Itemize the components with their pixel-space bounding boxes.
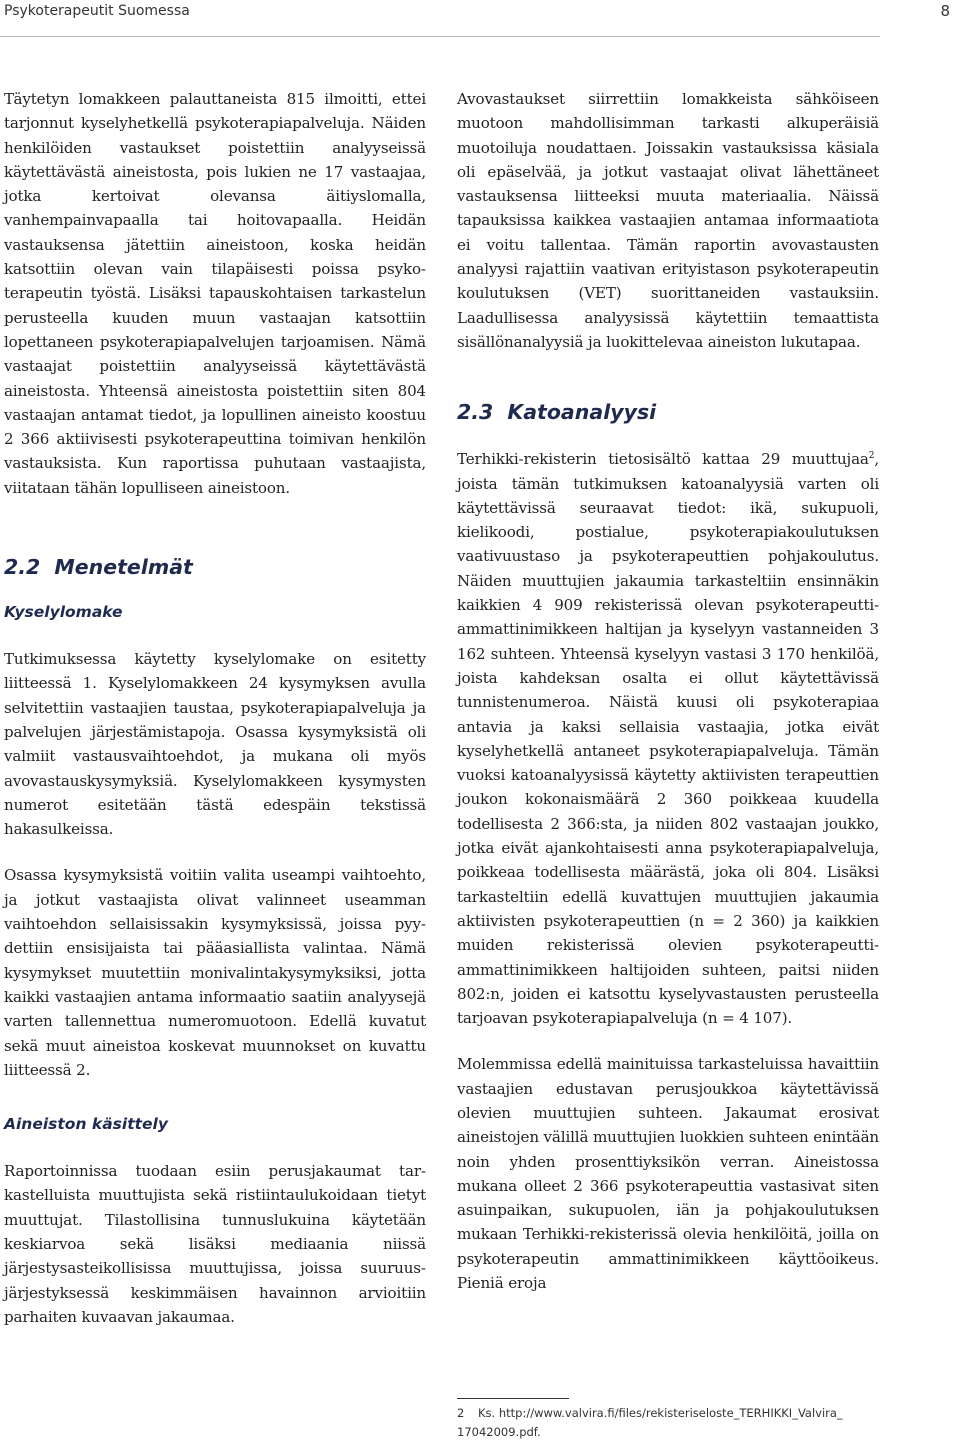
left-column	[4, 87, 426, 1329]
subheading-kyselylomake: Kyselylomake	[4, 603, 123, 622]
spacer	[4, 1136, 426, 1159]
section-title: Menetelmät	[54, 555, 193, 580]
section-heading-katoanalyysi	[457, 397, 879, 427]
paragraph-questionnaire: Tutkimuksessa käytetty kyselylomake on esitetty liitteessä 1. Kyselylomakkeen 24 kysymyksen avulla selvitettiin vastaajien taustaa, psykoterapiapalveluja ja palvelujen järjestämistapoja. Osassa kysymyksistä oli valmiit vastausvaihtoehdot, ja mukana oli myös avovastauskysymyksiä. Kyselylomakkeen kysymysten numerot esitetään tästä edespäin tekstissä hakasulkeissa.	[4, 650, 426, 839]
text-run: Terhikki-rekisterin tietosisältö kattaa 29 muuttujaa	[457, 450, 869, 469]
footnote-reference: 2	[868, 451, 875, 462]
page-header	[0, 0, 960, 38]
spacer	[457, 1030, 879, 1052]
spacer	[4, 582, 426, 600]
right-column	[457, 87, 879, 1295]
paragraph-representativeness: Molemmissa edellä mainituissa tarkasteluissa havaittiin vastaajien edustavan perusjoukkoa käytettävissä olevien muuttujien suhteen. Jakaumat erosivat aineistojen välillä muuttujien luokkien suhteen enintään noin yhden prosenttiyksikön verran. Aineistossa mukana olleet 2 366 psykoterapeuttia vastasivat siten asuinpaikan, sukupuolen, iän ja pohjakoulutuksen mukaan Terhikki-rekisterissä olevia henkilöitä, joilla on psykoterapeutin ammattinimikkeen käyttöoikeus. Pieniä eroja	[457, 1055, 879, 1293]
section-heading-menetelmat	[4, 552, 426, 582]
spacer	[4, 624, 426, 647]
section-number: 2.3	[457, 400, 494, 425]
section-number: 2.2	[4, 555, 41, 580]
spacer	[4, 1082, 426, 1112]
footnote-text: Ks. http://www.valvira.fi/files/rekisteriseloste_TERHIKKI_Valvira_ 17042009.pdf.	[457, 1406, 843, 1439]
paragraph-open-answers: Avovastaukset siirrettiin lomakkeista sähköiseen muotoon mahdollisimman tarkasti alkuperäisiä muotoiluja noudattaen. Joissakin vastauksissa käsiala oli epäselvää, ja jotkut vastaajat olivat lähettäneet vastauksensa liitteeksi muuta materiaalia. Näissä tapauksissa kaikkea vastaajien antamaa informaatiota ei voitu tallentaa. Tämän raportin avovastausten analyysi rajattiin vaativan erityistason psykoterapeutin koulutuksen (VET) suorittaneiden vastauksiin. Laadullisessa analyysissä käytettiin temaattista sisällönanalyysiä ja luokittelevaa aineiston lukutapaa.	[457, 90, 879, 351]
page-number: 8	[940, 2, 950, 20]
paragraph-respondent-exclusion: Täytetyn lomakkeen palauttaneista 815 ilmoitti, ettei tarjonnut kyselyhetkellä psykoterapiapalveluja. Näiden henkilöiden vastaukset poistettiin analyyseissä käytettävästä aineistosta, pois lukien ne 17 vastaajaa, jotka kertoivat olevansa äitiyslomalla, vanhempainvapaalla tai hoitovapaalla. Heidän vastauksensa jätettiin aineistoon, koska heidän katsottiin olevan vain tilapäisesti poissa psykoterapeutin työstä. Lisäksi tapauskohtaisen tarkastelun perusteella kuuden muun vastaajan katsottiin lopettaneen psykoterapiapalvelujen tarjoamisen. Nämä vastaajat poistettiin analyyseissä käytettävästä aineistosta. Yhteensä aineistosta poistettiin siten 804 vastaajan antamat tiedot, ja lopullinen aineisto koostuu 2 366 aktiivisesti psykoterapeuttina toimivan henkilön vastauksista. Kun raportissa puhutaan vastaajista, viitataan tähän lopulliseen aineistoon.	[4, 90, 426, 497]
header-rule	[0, 36, 880, 37]
spacer	[4, 500, 426, 552]
footnote-rule	[457, 1398, 569, 1399]
section-title: Katoanalyysi	[507, 400, 657, 425]
spacer	[457, 427, 879, 447]
running-title: Psykoterapeutit Suomessa	[4, 3, 190, 19]
text-run: , joista tämän tutkimuksen katoanalyysiä varten oli käytettävissä seuraavat tiedot: ikä, sukupuoli, kielikoodi, postialue, psykoterapiakoulutuksen vaativuustaso ja psykoterapeuttien pohjakoulutus. Näiden muuttujien jakaumia tarkasteltiin ensinnäkin kaikkien 4 909 rekisterissä olevan psykoterapeutti-ammattinimikkeen haltijan ja kyselyyn vastanneiden 3 162 suhteen. Yhteensä kyselyyn vastasi 3 170 henkilöä, joista kahdeksan osalta ei ollut käytettävissä tunnistenumeroa. Näistä kuusi oli psykoterapiaa antavia ja kaksi sellaisia vastaajia, jotka eivät kyselyhetkellä antaneet psykoterapiapalveluja. Tämän vuoksi katoanalyysissä käytetty aktiivisten terapeuttien joukon kokonaismäärä 2 360 poikkeaa kuudella todellisesta 2 366:sta, ja niiden 802 vastaajan joukko, jotka eivät ajankohtaisesti anna psykoterapiapalveluja, poikkeaa todellisesta määrästä, joka oli 804. Lisäksi tarkasteltiin edellä kuvattujen muuttujien jakaumia aktiivisten psykoterapeuttien (n = 2 360) ja kaikkien muiden rekisterissä olevien psykoterapeutti-ammattinimikkeen haltijoiden suhteen, paitsi niiden 802:n, joiden ei katsottu kyselyvastausten perusteella tarjoavan psykoterapiapalveluja (n = 4 107).	[457, 450, 879, 1028]
footnote	[457, 1404, 887, 1442]
footnote-number: 2	[457, 1406, 465, 1420]
subheading-aineiston-kasittely: Aineiston käsittely	[4, 1115, 168, 1134]
paragraph-data-processing: Raportoinnissa tuodaan esiin perusjakaumat tarkastelluista muuttujista sekä ristiintaulukoidaan tietyt muuttujat. Tilastollisina tunnuslukuina käytetään keskiarvoa sekä lisäksi mediaania niissä järjestysasteikollisissa muuttujissa, joissa suuruusjärjestyksessä keskimmäisen havainnon arvioitiin parhaiten kuvaavan jakaumaa.	[4, 1162, 426, 1326]
spacer	[457, 354, 879, 397]
paragraph-attrition-analysis	[457, 447, 879, 1030]
paragraph-multiple-choice: Osassa kysymyksistä voitiin valita useampi vaihtoehto, ja jotkut vastaajista olivat valinneet useamman vaihtoehdon sellaisissakin kysymyksissä, joissa pyydettiin ensisijaista tai pääasiallista valintaa. Nämä kysymykset muutettiin monivalintakysymyksiksi, jotta kaikki vastaajien antama informaatio saatiin analyysejä varten tallennettua numeromuotoon. Edellä kuvatut sekä muut aineistoa koskevat muunnokset on kuvattu liitteessä 2.	[4, 866, 426, 1079]
spacer	[4, 841, 426, 863]
